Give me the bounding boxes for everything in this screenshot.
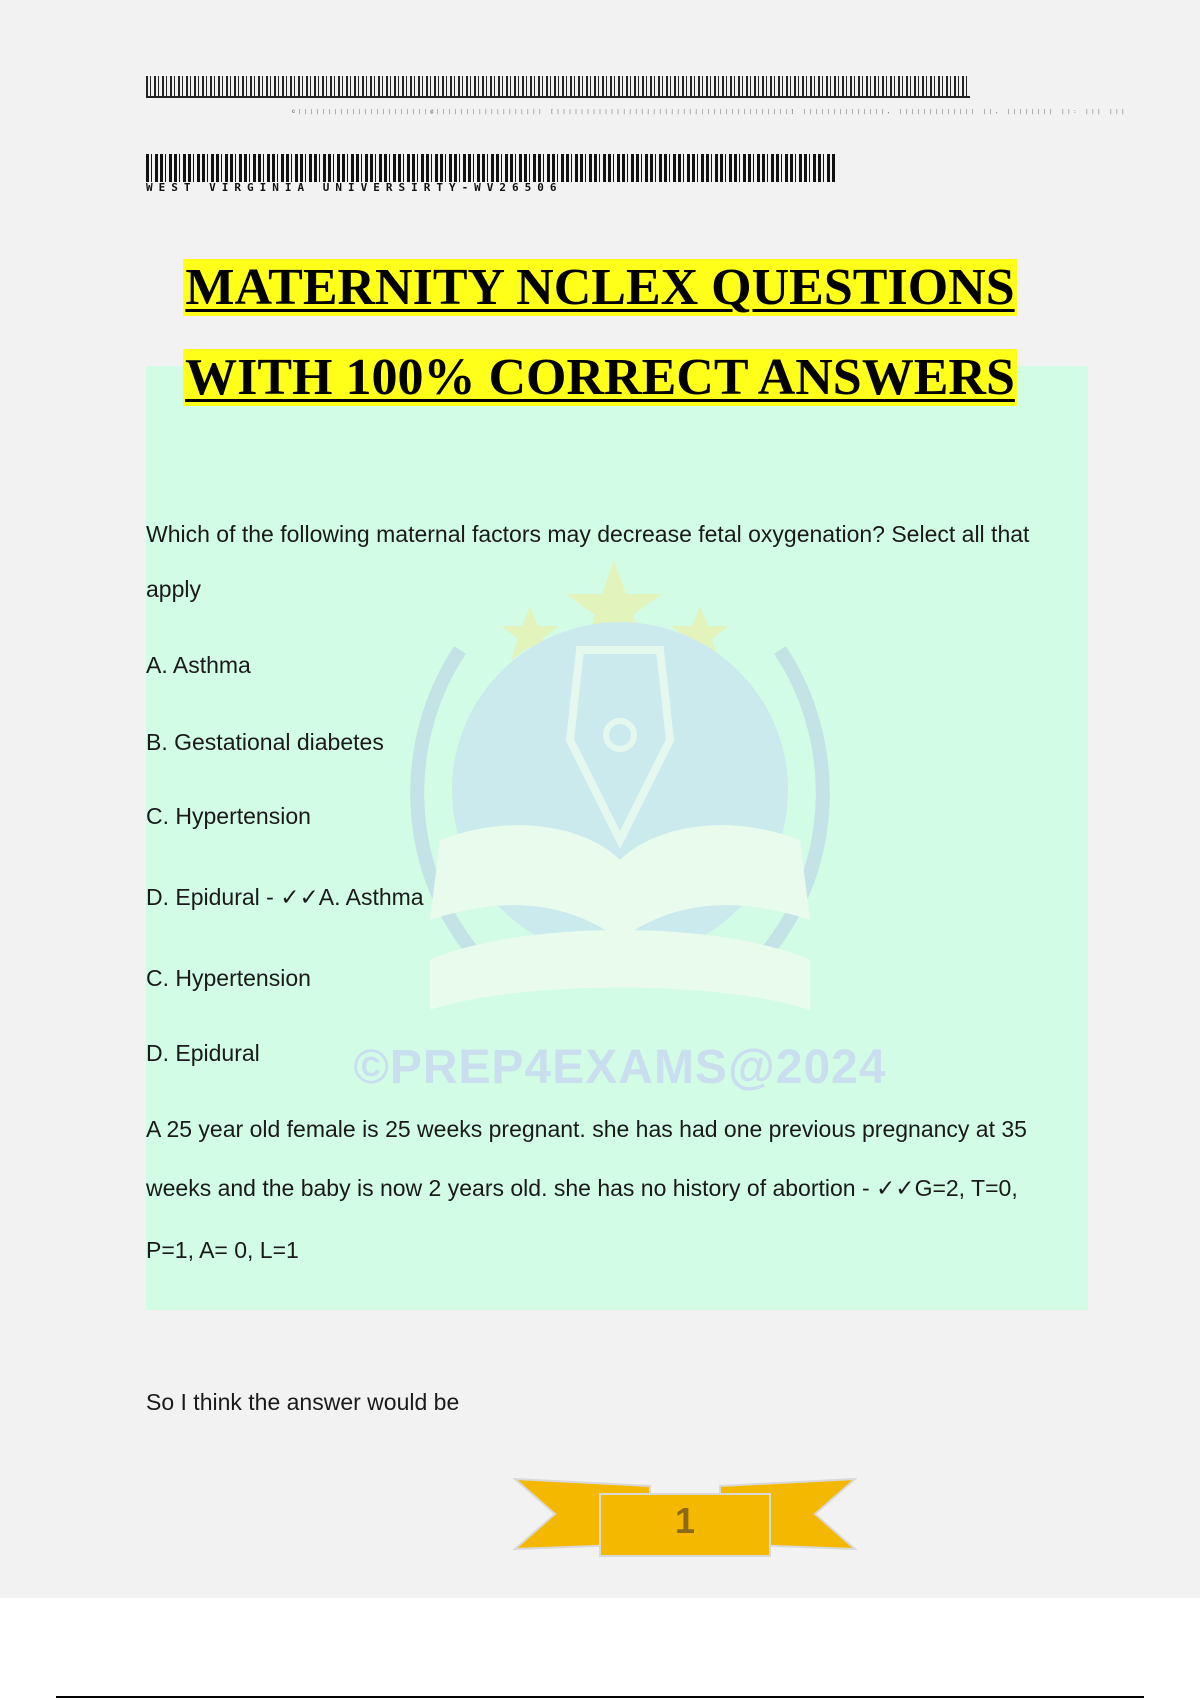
question-2-line-2: weeks and the baby is now 2 years old. she has no history of abortion - ✓✓G=2, T=0,: [146, 1175, 1018, 1201]
page-number: 1: [674, 1500, 696, 1541]
question-2-line-3: P=1, A= 0, L=1: [146, 1237, 299, 1263]
header-copyright-line: ©||||||||||||||||||||||@|||||||||||||||||| [|||||||||||||||||||||||||||||||||||||||] ||||||||||||||, ||||||||||||| ||, |||||||| ||: ||| |||: [292, 109, 1128, 115]
option-item: B. Gestational diabetes: [146, 729, 384, 755]
school-barcode-bars: [146, 154, 836, 182]
school-barcode: [146, 154, 836, 198]
option-item: C. Hypertension: [146, 965, 311, 991]
option-item: D. Epidural: [146, 1040, 260, 1066]
header-barcode: [146, 76, 1128, 115]
question-1-line-1: Which of the following maternal factors may decrease fetal oxygenation? Select all that: [146, 521, 1030, 547]
option-answer-line: D. Epidural - ✓✓A. Asthma: [146, 884, 424, 910]
document-title-line-2: WITH 100% CORRECT ANSWERS: [185, 349, 1015, 406]
question-1-line-2: apply: [146, 576, 201, 602]
banner-ribbon-icon: [430, 930, 810, 1010]
school-barcode-label: WEST VIRGINIA UNIVERSIRTY-WV26506: [146, 182, 563, 194]
option-item: A. Asthma: [146, 652, 251, 678]
header-barcode-bars: [146, 76, 970, 96]
closing-text: So I think the answer would be: [146, 1389, 460, 1415]
logo-watermark: [370, 540, 910, 1100]
option-item: C. Hypertension: [146, 803, 311, 829]
bottom-divider: [56, 1696, 1144, 1698]
watermark-text: ©PREP4EXAMS@2024: [353, 1041, 887, 1094]
document-title-line-1: MATERNITY NCLEX QUESTIONS: [185, 259, 1015, 316]
question-2-line-1: A 25 year old female is 25 weeks pregnant. she has had one previous pregnancy at 35: [146, 1116, 1027, 1142]
